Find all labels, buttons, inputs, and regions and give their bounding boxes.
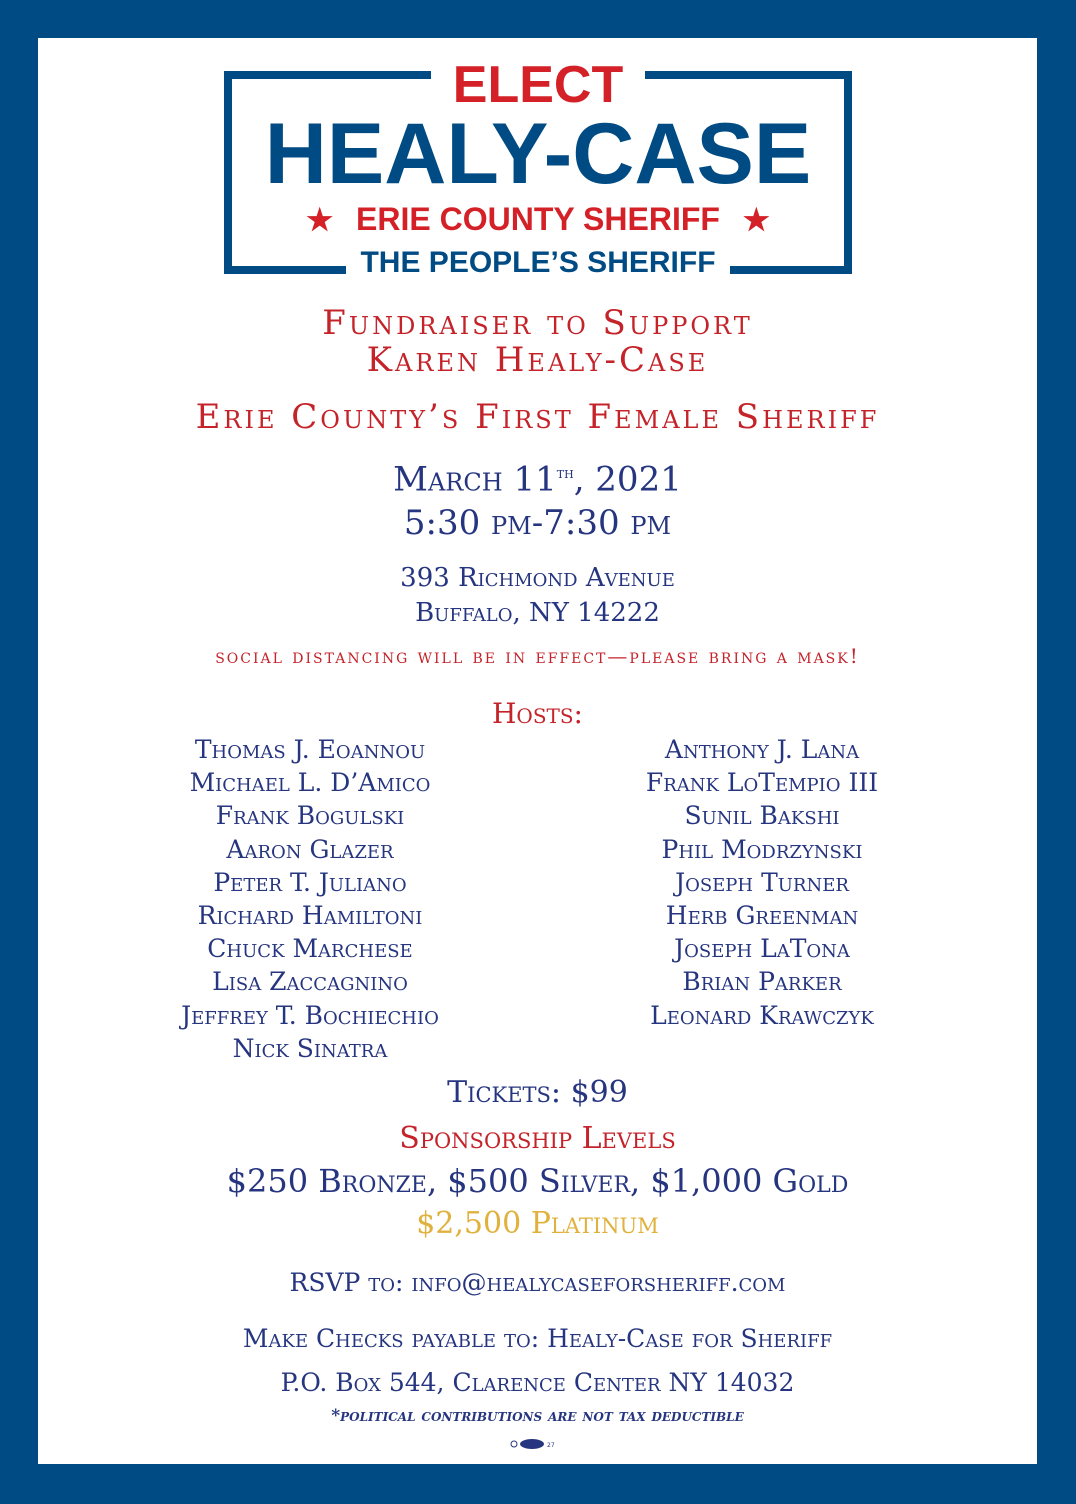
host-name: Herb Greenman (665, 901, 859, 931)
tax-disclaimer: *political contributions are not tax deductible (331, 1406, 744, 1426)
host-name: Brian Parker (682, 967, 842, 997)
sponsorship-levels: $250 Bronze, $500 Silver, $1,000 Gold (226, 1162, 849, 1200)
host-name: Jeffrey T. Bochiechio (181, 1000, 439, 1030)
covid-notice: social distancing will be in effect—please bring a mask! (215, 644, 860, 668)
host-name: Peter T. Juliano (213, 867, 407, 897)
checks-payable: Make Checks payable to: Healy-Case for Sheriff (242, 1324, 833, 1353)
host-name: Sunil Bakshi (684, 801, 840, 831)
host-name: Anthony J. Lana (664, 735, 860, 764)
host-name: Chuck Marchese (207, 934, 413, 964)
headline-line1: Fundraiser to Support (322, 303, 753, 343)
event-time: 5:30 pm-7:30 pm (403, 503, 672, 543)
logo-office-text: ERIE COUNTY SHERIFF (356, 201, 720, 237)
headline-line3: Erie County’s First Female Sheriff (195, 397, 880, 437)
hosts-list-left (100, 733, 520, 1065)
union-bug-number: 27 (547, 1442, 555, 1449)
campaign-logo (224, 56, 852, 279)
host-name: Lisa Zaccagnino (212, 967, 408, 997)
logo-elect: ELECT (224, 55, 852, 115)
star-icon: ★ (742, 204, 770, 237)
event-date: March 11th, 2021 (393, 459, 682, 500)
ticket-price: Tickets: $99 (447, 1075, 628, 1110)
host-name: Michael L. D’Amico (189, 768, 431, 798)
host-name: Thomas J. Eoannou (194, 735, 426, 764)
star-icon: ★ (306, 204, 334, 237)
hosts-title: Hosts: (492, 697, 583, 730)
platinum-level: $2,500 Platinum (416, 1206, 659, 1241)
host-name: Frank LoTempio III (645, 768, 879, 798)
host-name: Nick Sinatra (232, 1033, 388, 1063)
event-address-line2: Buffalo, NY 14222 (415, 598, 660, 628)
host-name: Joseph Turner (675, 867, 849, 897)
event-address-line1: 393 Richmond Avenue (400, 563, 675, 593)
hosts-list-right (552, 733, 972, 1032)
union-bug-icon (510, 1437, 556, 1451)
logo-office (224, 199, 852, 241)
po-box-address: P.O. Box 544, Clarence Center NY 14032 (280, 1368, 795, 1397)
host-name: Joseph LaTona (674, 934, 850, 964)
host-name: Richard Hamiltoni (197, 901, 423, 931)
rsvp-email: RSVP to: info@healycaseforsheriff.com (289, 1268, 786, 1297)
headline-line2: Karen Healy-Case (366, 340, 709, 380)
logo-tagline: THE PEOPLE’S SHERIFF (224, 245, 852, 281)
logo-candidate-name: HEALY-CASE (264, 106, 812, 202)
host-name: Phil Modrzynski (661, 834, 863, 864)
host-name: Leonard Krawczyk (650, 1000, 874, 1030)
host-name: Aaron Glazer (226, 834, 394, 864)
host-name: Frank Bogulski (215, 801, 405, 831)
sponsorship-title: Sponsorship Levels (399, 1121, 676, 1156)
